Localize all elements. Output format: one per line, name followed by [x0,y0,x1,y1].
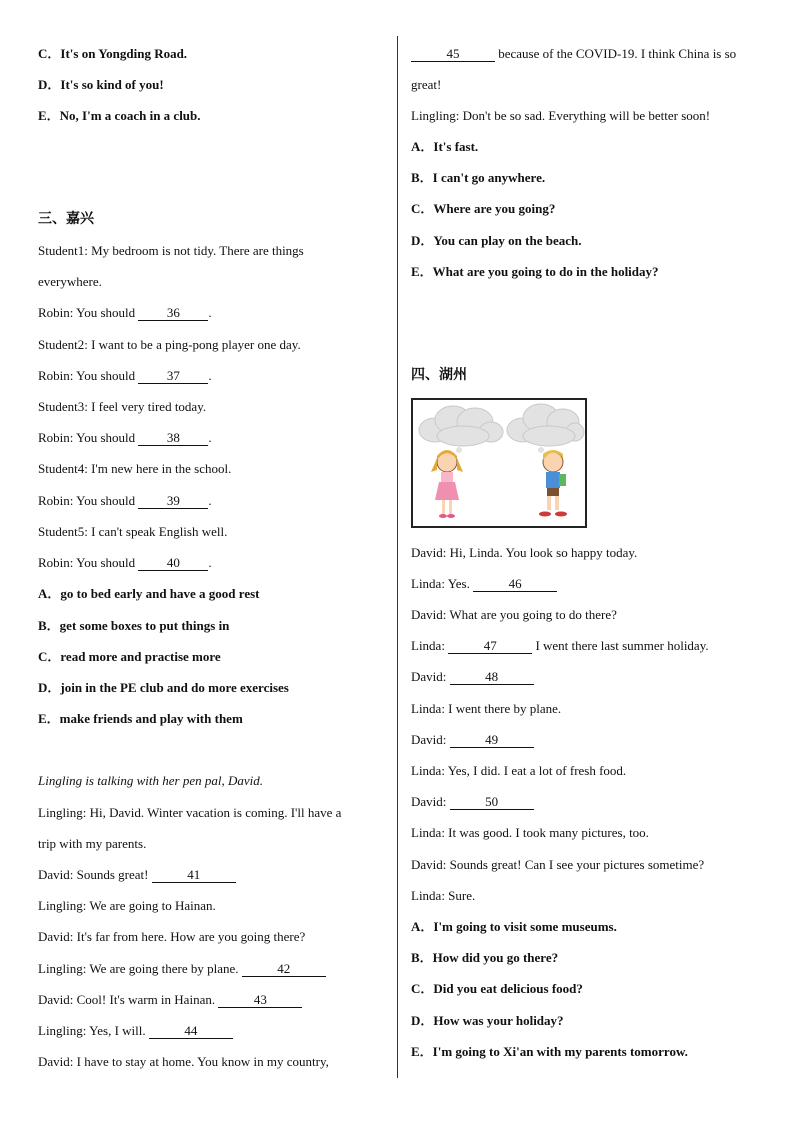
robin-line-39: Robin: You should 39 . [38,493,212,508]
linda-line-6: Linda: Sure. [411,888,476,903]
student3-line: Student3: I feel very tired today. [38,399,207,414]
blank-39[interactable]: 39 [138,494,208,509]
david-line-48: David: 48 [411,669,534,685]
blank-38[interactable]: 38 [138,431,208,446]
answer-option-a: A．It's fast. [411,139,479,154]
lingling-line-2: Lingling: We are going to Hainan. [38,898,216,913]
david-line-4: David: I have to stay at home. You know in my country, [38,1054,329,1069]
blank-45[interactable]: 45 [411,47,495,62]
answer-option-c: C．read more and practise more [38,649,221,664]
lingling-line-1: Lingling: Hi, David. Winter vacation is coming. I'll have a [38,805,342,820]
question-option-b: B．How did you go there? [411,950,559,965]
student5-line: Student5: I can't speak English well. [38,524,228,539]
boy-figure [539,450,567,517]
girl-figure [431,450,463,518]
robin-line-38: Robin: You should 38 . [38,430,212,445]
answer-option-b: B．get some boxes to put things in [38,618,230,633]
blank-41[interactable]: 41 [152,868,236,883]
blank-42[interactable]: 42 [242,962,326,977]
robin-line-40: Robin: You should 40 . [38,555,212,570]
student1-line-cont: everywhere. [38,274,102,289]
thought-cloud-right [507,404,584,446]
blank-40[interactable]: 40 [138,556,208,571]
blank-49[interactable]: 49 [450,733,534,748]
answer-option-e: E．What are you going to do in the holiday? [411,264,659,279]
answer-option-e: E．make friends and play with them [38,711,243,726]
blank-47[interactable]: 47 [448,639,532,654]
linda-line-3: Linda: I went there by plane. [411,701,562,716]
blank-44[interactable]: 44 [149,1024,233,1039]
answer-option-d: D．You can play on the beach. [411,233,582,248]
student1-line: Student1: My bedroom is not tidy. There are things [38,243,304,258]
great-line: great! [411,77,442,92]
option-e: E．No, I'm a coach in a club. [38,108,201,123]
column-divider [397,36,398,1078]
line-45: 45 because of the COVID-19. I think China is so [411,46,736,62]
robin-line-37: Robin: You should 37 . [38,368,212,383]
blank-46[interactable]: 46 [473,577,557,592]
lingling-line-42: Lingling: We are going there by plane. 42 [38,961,326,977]
linda-line-46: Linda: Yes. 46 [411,576,557,592]
david-line-1: David: Hi, Linda. You look so happy today. [411,545,638,560]
option-c: C．It's on Yongding Road. [38,46,188,61]
blank-48[interactable]: 48 [450,670,534,685]
blank-43[interactable]: 43 [218,993,302,1008]
linda-line-47: Linda: 47 I went there last summer holiday. [411,638,709,653]
blank-50[interactable]: 50 [450,795,534,810]
robin-line-36: Robin: You should 36 . [38,305,212,320]
blank-36[interactable]: 36 [138,306,208,321]
lingling-line-5: Lingling: Don't be so sad. Everything will be better soon! [411,108,711,123]
linda-line-4: Linda: Yes, I did. I eat a lot of fresh food. [411,763,627,778]
david-line-41: David: Sounds great! 41 [38,867,236,883]
david-line-6: David: Sounds great! Can I see your pictures sometime? [411,857,705,872]
question-option-a: A．I'm going to visit some museums. [411,919,617,934]
children-illustration [411,398,587,528]
section-title-jiaxing: 三、嘉兴 [38,212,94,227]
blank-37[interactable]: 37 [138,369,208,384]
david-line-49: David: 49 [411,732,534,748]
student4-line: Student4: I'm new here in the school. [38,461,232,476]
question-option-d: D．How was your holiday? [411,1013,564,1028]
thought-cloud-left [419,406,503,446]
kids-thinking-illustration [413,400,585,526]
student2-line: Student2: I want to be a ping-pong player one day. [38,337,301,352]
answer-option-c: C．Where are you going? [411,201,556,216]
lingling-line-44: Lingling: Yes, I will. 44 [38,1023,233,1039]
answer-option-a: A．go to bed early and have a good rest [38,586,260,601]
answer-option-d: D．join in the PE club and do more exercises [38,680,289,695]
option-d: D．It's so kind of you! [38,77,164,92]
david-line-43: David: Cool! It's warm in Hainan. 43 [38,992,302,1008]
david-line-2: David: It's far from here. How are you going there? [38,929,306,944]
david-line-2: David: What are you going to do there? [411,607,617,622]
david-line-50: David: 50 [411,794,534,810]
lingling-line-1-cont: trip with my parents. [38,836,147,851]
question-option-e: E．I'm going to Xi'an with my parents tomorrow. [411,1044,688,1059]
answer-option-b: B．I can't go anywhere. [411,170,546,185]
dialogue-intro: Lingling is talking with her pen pal, David. [38,773,263,788]
question-option-c: C．Did you eat delicious food? [411,981,583,996]
linda-line-5: Linda: It was good. I took many pictures, too. [411,825,649,840]
section-title-huzhou: 四、湖州 [411,368,467,383]
